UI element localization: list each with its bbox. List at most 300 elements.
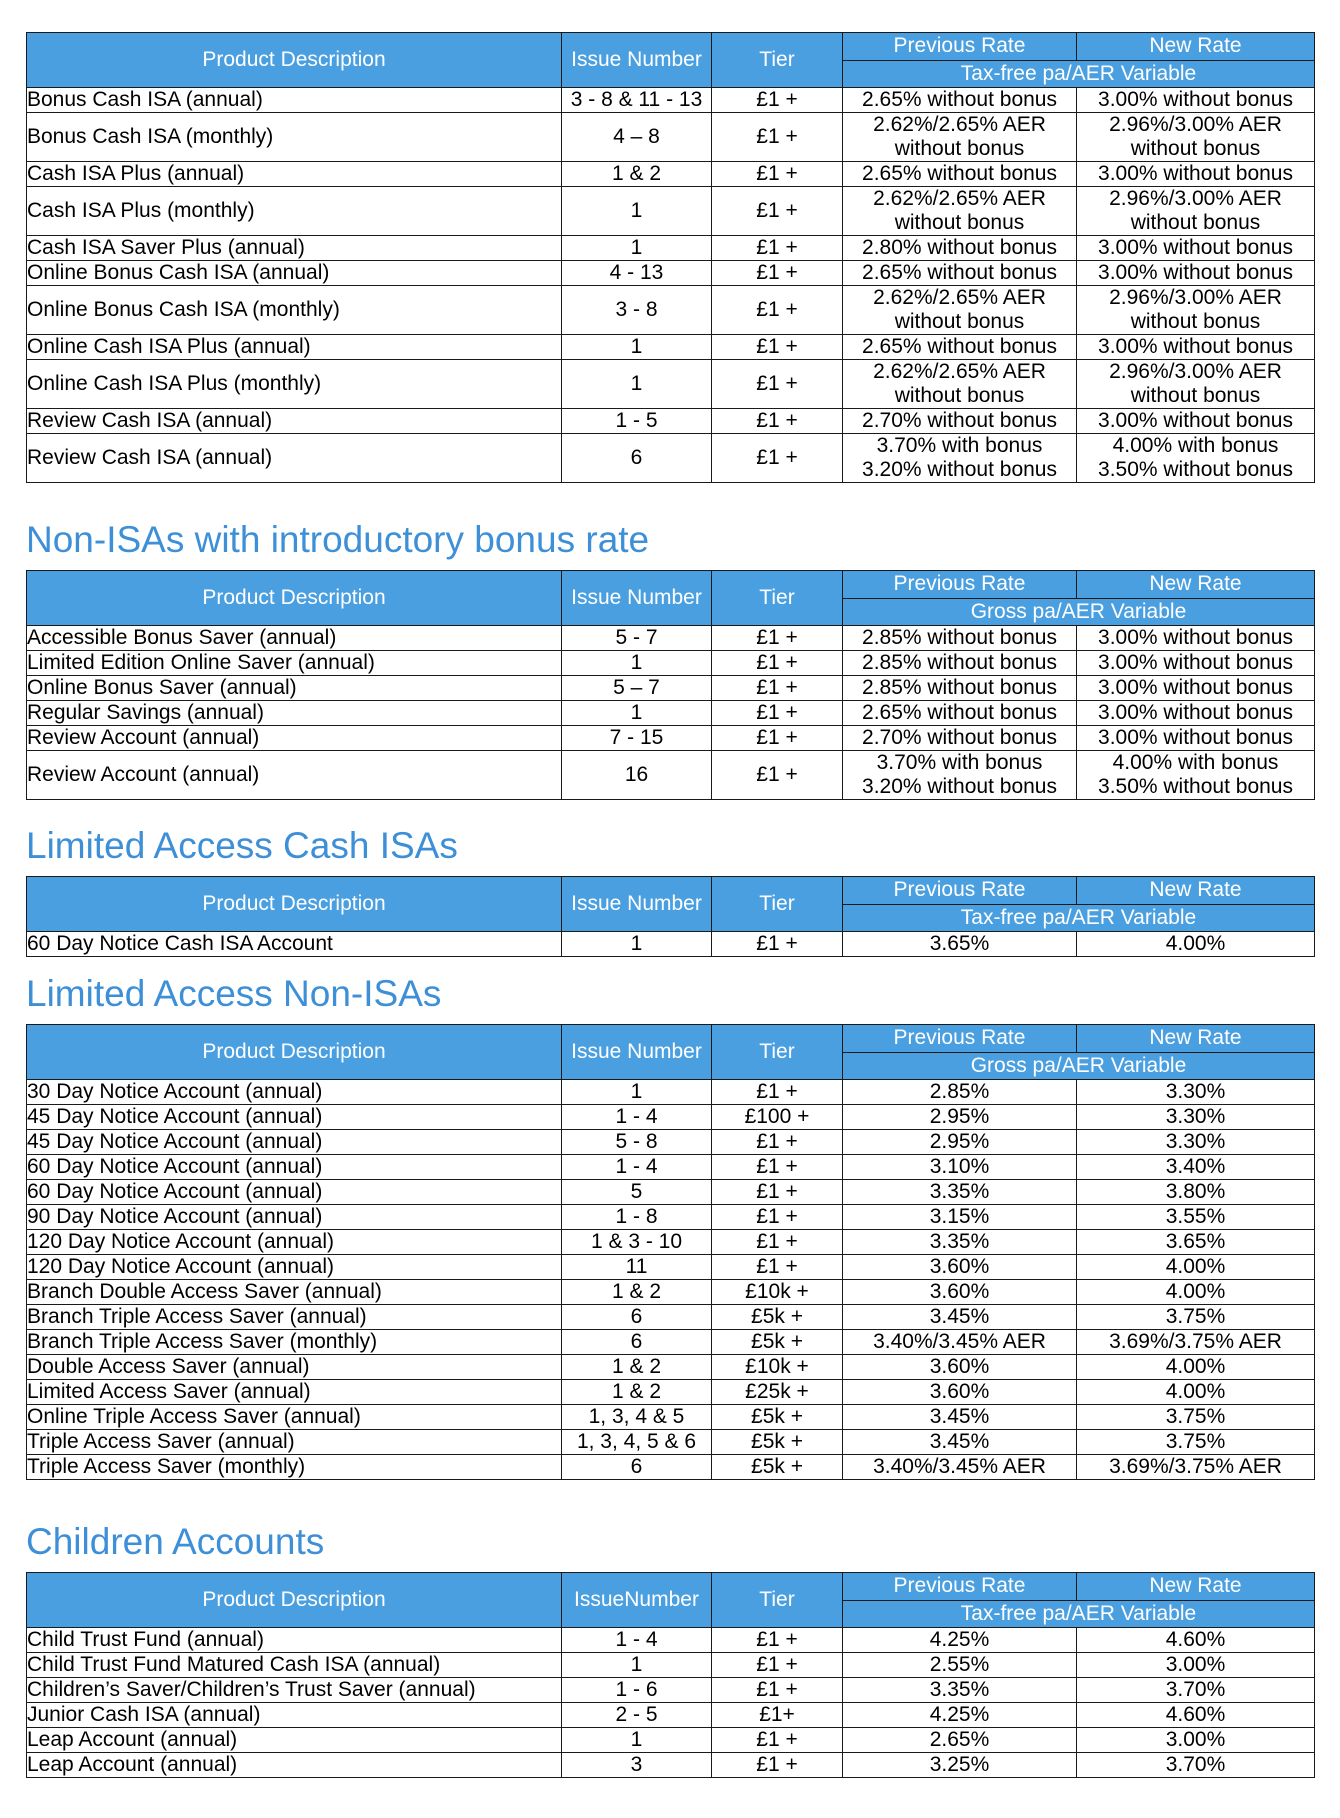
table-row <box>27 1628 1315 1653</box>
previous-rate-cell <box>843 626 1077 651</box>
previous-rate-cell <box>843 1355 1077 1380</box>
table-row <box>27 1255 1315 1280</box>
new-rate-line: 3.75% <box>1165 1305 1226 1328</box>
product-description-cell: Branch Triple Access Saver (annual) <box>27 1305 562 1330</box>
product-description-cell: 120 Day Notice Account (annual) <box>27 1255 562 1280</box>
new-rate-cell <box>1077 1753 1315 1778</box>
new-rate-cell <box>1077 1280 1315 1305</box>
table-header <box>27 1025 1315 1080</box>
header-new-rate: New Rate <box>1077 877 1315 905</box>
product-description-cell: 60 Day Notice Cash ISA Account <box>27 932 562 957</box>
new-rate-cell <box>1077 1430 1315 1455</box>
issue-number-cell: 1 & 2 <box>562 1280 712 1305</box>
tier-cell: £5k + <box>712 1305 843 1330</box>
table-row <box>27 1753 1315 1778</box>
issue-number-cell: 1, 3, 4, 5 & 6 <box>562 1430 712 1455</box>
issue-number-cell: 1 <box>562 1080 712 1105</box>
previous-rate-line: 2.55% <box>929 1653 990 1676</box>
table-row <box>27 162 1315 187</box>
previous-rate-cell <box>843 1230 1077 1255</box>
previous-rate-line: 2.65% without bonus <box>862 162 1057 185</box>
tier-cell: £5k + <box>712 1430 843 1455</box>
issue-number-cell: 1, 3, 4 & 5 <box>562 1405 712 1430</box>
issue-number-cell: 1 & 2 <box>562 1380 712 1405</box>
new-rate-cell <box>1077 1728 1315 1753</box>
previous-rate-line: 2.62%/2.65% AER <box>873 360 1046 383</box>
table-row <box>27 1703 1315 1728</box>
product-description-cell: Double Access Saver (annual) <box>27 1355 562 1380</box>
new-rate-cell <box>1077 88 1315 113</box>
tier-cell: £10k + <box>712 1355 843 1380</box>
previous-rate-cell <box>843 1155 1077 1180</box>
table-row <box>27 434 1315 483</box>
new-rate-line: without bonus <box>1130 137 1261 160</box>
tier-cell: £1 + <box>712 626 843 651</box>
product-description-cell: Triple Access Saver (monthly) <box>27 1455 562 1480</box>
issue-number-cell: 6 <box>562 434 712 483</box>
tier-cell: £5k + <box>712 1455 843 1480</box>
new-rate-cell <box>1077 1703 1315 1728</box>
product-description-cell: Child Trust Fund Matured Cash ISA (annual) <box>27 1653 562 1678</box>
previous-rate-cell <box>843 162 1077 187</box>
product-description-cell: 60 Day Notice Account (annual) <box>27 1155 562 1180</box>
issue-number-cell: 1 - 4 <box>562 1628 712 1653</box>
previous-rate-cell <box>843 1305 1077 1330</box>
header-issue-number: Issue Number <box>562 877 712 932</box>
table-row <box>27 187 1315 236</box>
table-row <box>27 1155 1315 1180</box>
previous-rate-cell <box>843 1105 1077 1130</box>
tier-cell: £5k + <box>712 1330 843 1355</box>
issue-number-cell: 1 & 2 <box>562 1355 712 1380</box>
previous-rate-cell <box>843 335 1077 360</box>
table-row <box>27 626 1315 651</box>
new-rate-line: 3.00% without bonus <box>1098 261 1293 284</box>
new-rate-cell <box>1077 726 1315 751</box>
previous-rate-line: 3.70% with bonus <box>876 751 1043 774</box>
new-rate-line: 3.69%/3.75% AER <box>1109 1330 1282 1353</box>
previous-rate-cell <box>843 751 1077 800</box>
previous-rate-cell <box>843 1703 1077 1728</box>
table-header <box>27 877 1315 932</box>
new-rate-cell <box>1077 751 1315 800</box>
header-rate-basis: Gross pa/AER Variable <box>843 598 1315 626</box>
tier-cell: £1 + <box>712 701 843 726</box>
table-row <box>27 360 1315 409</box>
header-tier: Tier <box>712 877 843 932</box>
tier-cell: £1 + <box>712 434 843 483</box>
table-row <box>27 88 1315 113</box>
new-rate-line: 3.00% without bonus <box>1098 236 1293 259</box>
new-rate-cell <box>1077 1405 1315 1430</box>
header-tier: Tier <box>712 571 843 626</box>
issue-number-cell: 1 <box>562 187 712 236</box>
issue-number-cell: 5 – 7 <box>562 676 712 701</box>
previous-rate-cell <box>843 932 1077 957</box>
issue-number-cell: 4 – 8 <box>562 113 712 162</box>
previous-rate-line: 2.85% without bonus <box>862 651 1057 674</box>
new-rate-line: 4.60% <box>1165 1703 1226 1726</box>
product-description-cell: Junior Cash ISA (annual) <box>27 1703 562 1728</box>
new-rate-cell <box>1077 1653 1315 1678</box>
previous-rate-cell <box>843 701 1077 726</box>
new-rate-cell <box>1077 1205 1315 1230</box>
new-rate-line: 2.96%/3.00% AER <box>1109 360 1282 383</box>
previous-rate-cell <box>843 360 1077 409</box>
new-rate-cell <box>1077 162 1315 187</box>
new-rate-line: 3.00% without bonus <box>1098 726 1293 749</box>
previous-rate-cell <box>843 409 1077 434</box>
new-rate-line: 3.70% <box>1165 1678 1226 1701</box>
table-row <box>27 651 1315 676</box>
tier-cell: £1 + <box>712 1180 843 1205</box>
issue-number-cell: 1 & 2 <box>562 162 712 187</box>
new-rate-line: 3.00% without bonus <box>1098 626 1293 649</box>
new-rate-cell <box>1077 1305 1315 1330</box>
previous-rate-line: 3.60% <box>929 1380 990 1403</box>
new-rate-cell <box>1077 626 1315 651</box>
rates-table <box>26 1024 1315 1480</box>
previous-rate-cell <box>843 261 1077 286</box>
previous-rate-line: 3.60% <box>929 1280 990 1303</box>
new-rate-line: 2.96%/3.00% AER <box>1109 187 1282 210</box>
previous-rate-line: 3.35% <box>929 1678 990 1701</box>
previous-rate-line: 2.85% <box>929 1080 990 1103</box>
tier-cell: £1 + <box>712 409 843 434</box>
new-rate-cell <box>1077 1628 1315 1653</box>
new-rate-line: 3.30% <box>1165 1105 1226 1128</box>
new-rate-cell <box>1077 676 1315 701</box>
previous-rate-cell <box>843 286 1077 335</box>
new-rate-cell <box>1077 1180 1315 1205</box>
tier-cell: £1 + <box>712 1728 843 1753</box>
previous-rate-cell <box>843 113 1077 162</box>
header-product-description: Product Description <box>27 877 562 932</box>
table-row <box>27 726 1315 751</box>
section-title: Limited Access Cash ISAs <box>26 825 458 866</box>
new-rate-line: 4.00% <box>1165 1355 1226 1378</box>
new-rate-line: 3.40% <box>1165 1155 1226 1178</box>
product-description-cell: Child Trust Fund (annual) <box>27 1628 562 1653</box>
new-rate-line: without bonus <box>1130 310 1261 333</box>
product-description-cell: Online Bonus Cash ISA (monthly) <box>27 286 562 335</box>
tier-cell: £1 + <box>712 1080 843 1105</box>
issue-number-cell: 1 - 6 <box>562 1678 712 1703</box>
previous-rate-line: 2.62%/2.65% AER <box>873 286 1046 309</box>
previous-rate-cell <box>843 434 1077 483</box>
tier-cell: £1 + <box>712 651 843 676</box>
previous-rate-line: 2.95% <box>929 1130 990 1153</box>
previous-rate-cell <box>843 1255 1077 1280</box>
header-product-description: Product Description <box>27 33 562 88</box>
product-description-cell: Leap Account (annual) <box>27 1728 562 1753</box>
header-tier: Tier <box>712 1025 843 1080</box>
table-row <box>27 1380 1315 1405</box>
new-rate-line: 3.30% <box>1165 1130 1226 1153</box>
previous-rate-line: 3.45% <box>929 1405 990 1428</box>
product-description-cell: 120 Day Notice Account (annual) <box>27 1230 562 1255</box>
new-rate-cell <box>1077 236 1315 261</box>
product-description-cell: 45 Day Notice Account (annual) <box>27 1130 562 1155</box>
product-description-cell: Accessible Bonus Saver (annual) <box>27 626 562 651</box>
table-row <box>27 1430 1315 1455</box>
previous-rate-cell <box>843 1380 1077 1405</box>
product-description-cell: Online Triple Access Saver (annual) <box>27 1405 562 1430</box>
previous-rate-cell <box>843 187 1077 236</box>
table-row <box>27 1130 1315 1155</box>
header-rate-basis: Gross pa/AER Variable <box>843 1052 1315 1080</box>
previous-rate-line: 3.70% with bonus <box>876 434 1043 457</box>
previous-rate-line: 3.40%/3.45% AER <box>873 1330 1046 1353</box>
tier-cell: £1+ <box>712 1703 843 1728</box>
previous-rate-line: 3.20% without bonus <box>862 458 1057 481</box>
issue-number-cell: 6 <box>562 1455 712 1480</box>
header-issue-number: Issue Number <box>562 1025 712 1080</box>
table-header <box>27 1573 1315 1628</box>
previous-rate-cell <box>843 1753 1077 1778</box>
new-rate-line: 4.00% <box>1165 1280 1226 1303</box>
product-description-cell: Review Account (annual) <box>27 726 562 751</box>
table-row <box>27 1230 1315 1255</box>
new-rate-line: 4.00% <box>1165 932 1226 955</box>
tier-cell: £1 + <box>712 1678 843 1703</box>
header-new-rate: New Rate <box>1077 1025 1315 1053</box>
tier-cell: £1 + <box>712 1155 843 1180</box>
new-rate-line: 3.00% without bonus <box>1098 335 1293 358</box>
product-description-cell: Limited Access Saver (annual) <box>27 1380 562 1405</box>
product-description-cell: Bonus Cash ISA (monthly) <box>27 113 562 162</box>
previous-rate-line: 2.65% without bonus <box>862 701 1057 724</box>
previous-rate-line: 2.65% without bonus <box>862 88 1057 111</box>
previous-rate-cell <box>843 651 1077 676</box>
previous-rate-line: 3.65% <box>929 932 990 955</box>
previous-rate-line: 2.85% without bonus <box>862 676 1057 699</box>
new-rate-line: 3.00% without bonus <box>1098 162 1293 185</box>
table-row <box>27 1330 1315 1355</box>
new-rate-line: 3.00% <box>1165 1728 1226 1751</box>
previous-rate-cell <box>843 1080 1077 1105</box>
tier-cell: £1 + <box>712 335 843 360</box>
product-description-cell: Review Cash ISA (annual) <box>27 409 562 434</box>
tier-cell: £100 + <box>712 1105 843 1130</box>
table-header <box>27 571 1315 626</box>
previous-rate-line: 2.62%/2.65% AER <box>873 187 1046 210</box>
previous-rate-line: 2.65% <box>929 1728 990 1751</box>
issue-number-cell: 5 <box>562 1180 712 1205</box>
header-tier: Tier <box>712 1573 843 1628</box>
header-rate-basis: Tax-free pa/AER Variable <box>843 60 1315 88</box>
previous-rate-line: without bonus <box>894 137 1025 160</box>
new-rate-cell <box>1077 113 1315 162</box>
product-description-cell: Online Bonus Cash ISA (annual) <box>27 261 562 286</box>
previous-rate-line: 3.40%/3.45% AER <box>873 1455 1046 1478</box>
table-row <box>27 676 1315 701</box>
table-row <box>27 1105 1315 1130</box>
header-previous-rate: Previous Rate <box>843 1573 1077 1601</box>
issue-number-cell: 3 - 8 & 11 - 13 <box>562 88 712 113</box>
new-rate-cell <box>1077 261 1315 286</box>
new-rate-cell <box>1077 651 1315 676</box>
issue-number-cell: 1 <box>562 335 712 360</box>
tier-cell: £1 + <box>712 1753 843 1778</box>
product-description-cell: Regular Savings (annual) <box>27 701 562 726</box>
new-rate-line: 3.75% <box>1165 1405 1226 1428</box>
previous-rate-cell <box>843 726 1077 751</box>
new-rate-cell <box>1077 1105 1315 1130</box>
previous-rate-cell <box>843 1430 1077 1455</box>
product-description-cell: Branch Triple Access Saver (monthly) <box>27 1330 562 1355</box>
table-header <box>27 33 1315 88</box>
new-rate-cell <box>1077 187 1315 236</box>
new-rate-line: 3.69%/3.75% AER <box>1109 1455 1282 1478</box>
header-previous-rate: Previous Rate <box>843 571 1077 599</box>
product-description-cell: Review Account (annual) <box>27 751 562 800</box>
product-description-cell: Online Cash ISA Plus (annual) <box>27 335 562 360</box>
issue-number-cell: 1 <box>562 651 712 676</box>
previous-rate-cell <box>843 1180 1077 1205</box>
rates-table <box>26 32 1315 483</box>
new-rate-line: 3.65% <box>1165 1230 1226 1253</box>
previous-rate-line: 3.20% without bonus <box>862 775 1057 798</box>
previous-rate-cell <box>843 1405 1077 1430</box>
new-rate-cell <box>1077 1355 1315 1380</box>
rates-table <box>26 570 1315 800</box>
tier-cell: £1 + <box>712 1230 843 1255</box>
previous-rate-cell <box>843 236 1077 261</box>
header-issue-number: Issue Number <box>562 33 712 88</box>
product-description-cell: 45 Day Notice Account (annual) <box>27 1105 562 1130</box>
header-issue-number-line: Issue <box>574 1588 625 1611</box>
product-description-cell: Branch Double Access Saver (annual) <box>27 1280 562 1305</box>
previous-rate-cell <box>843 1455 1077 1480</box>
issue-number-cell: 1 & 3 - 10 <box>562 1230 712 1255</box>
product-description-cell: Review Cash ISA (annual) <box>27 434 562 483</box>
issue-number-cell: 3 <box>562 1753 712 1778</box>
new-rate-line: 4.60% <box>1165 1628 1226 1651</box>
issue-number-cell: 1 - 5 <box>562 409 712 434</box>
new-rate-line: 3.30% <box>1165 1080 1226 1103</box>
header-issue-number <box>562 1573 712 1628</box>
product-description-cell: Triple Access Saver (annual) <box>27 1430 562 1455</box>
issue-number-cell: 1 <box>562 360 712 409</box>
new-rate-line: 4.00% with bonus <box>1112 434 1279 457</box>
product-description-cell: Online Cash ISA Plus (monthly) <box>27 360 562 409</box>
issue-number-cell: 1 <box>562 236 712 261</box>
tier-cell: £1 + <box>712 751 843 800</box>
new-rate-line: 4.00% with bonus <box>1112 751 1279 774</box>
header-product-description: Product Description <box>27 571 562 626</box>
new-rate-line: 3.00% without bonus <box>1098 409 1293 432</box>
product-description-cell: Bonus Cash ISA (annual) <box>27 88 562 113</box>
tier-cell: £1 + <box>712 726 843 751</box>
header-new-rate: New Rate <box>1077 571 1315 599</box>
previous-rate-line: 4.25% <box>929 1703 990 1726</box>
section-title: Limited Access Non-ISAs <box>26 973 442 1014</box>
new-rate-cell <box>1077 409 1315 434</box>
issue-number-cell: 1 <box>562 701 712 726</box>
header-issue-number-line: Number <box>624 1588 699 1611</box>
tier-cell: £1 + <box>712 187 843 236</box>
tier-cell: £10k + <box>712 1280 843 1305</box>
previous-rate-cell <box>843 1205 1077 1230</box>
table-row <box>27 261 1315 286</box>
tier-cell: £1 + <box>712 162 843 187</box>
header-issue-number: Issue Number <box>562 571 712 626</box>
previous-rate-cell <box>843 1653 1077 1678</box>
product-description-cell: Limited Edition Online Saver (annual) <box>27 651 562 676</box>
new-rate-line: 3.55% <box>1165 1205 1226 1228</box>
previous-rate-line: 2.95% <box>929 1105 990 1128</box>
issue-number-cell: 3 - 8 <box>562 286 712 335</box>
previous-rate-line: 3.15% <box>929 1205 990 1228</box>
tier-cell: £1 + <box>712 1255 843 1280</box>
table-row <box>27 1678 1315 1703</box>
new-rate-line: 3.75% <box>1165 1430 1226 1453</box>
header-rate-basis: Tax-free pa/AER Variable <box>843 1600 1315 1628</box>
table-row <box>27 701 1315 726</box>
previous-rate-line: 2.62%/2.65% AER <box>873 113 1046 136</box>
table-row <box>27 1180 1315 1205</box>
previous-rate-line: 2.70% without bonus <box>862 726 1057 749</box>
issue-number-cell: 1 - 4 <box>562 1105 712 1130</box>
previous-rate-line: 2.85% without bonus <box>862 626 1057 649</box>
previous-rate-line: 3.60% <box>929 1355 990 1378</box>
table-row <box>27 335 1315 360</box>
issue-number-cell: 7 - 15 <box>562 726 712 751</box>
issue-number-cell: 5 - 8 <box>562 1130 712 1155</box>
header-new-rate: New Rate <box>1077 33 1315 61</box>
previous-rate-cell <box>843 1130 1077 1155</box>
previous-rate-line: 2.65% without bonus <box>862 261 1057 284</box>
rates-table <box>26 1572 1315 1778</box>
new-rate-cell <box>1077 932 1315 957</box>
new-rate-line: 3.00% without bonus <box>1098 88 1293 111</box>
table-row <box>27 751 1315 800</box>
header-rate-basis: Tax-free pa/AER Variable <box>843 904 1315 932</box>
table-row <box>27 409 1315 434</box>
new-rate-cell <box>1077 1155 1315 1180</box>
issue-number-cell: 6 <box>562 1330 712 1355</box>
previous-rate-line: 2.65% without bonus <box>862 335 1057 358</box>
product-description-cell: Children’s Saver/Children’s Trust Saver (annual) <box>27 1678 562 1703</box>
tier-cell: £1 + <box>712 1653 843 1678</box>
product-description-cell: 30 Day Notice Account (annual) <box>27 1080 562 1105</box>
new-rate-cell <box>1077 335 1315 360</box>
table-row <box>27 1205 1315 1230</box>
new-rate-line: 2.96%/3.00% AER <box>1109 286 1282 309</box>
issue-number-cell: 2 - 5 <box>562 1703 712 1728</box>
rates-table <box>26 876 1315 957</box>
new-rate-line: 3.80% <box>1165 1180 1226 1203</box>
new-rate-cell <box>1077 1330 1315 1355</box>
header-product-description: Product Description <box>27 1025 562 1080</box>
previous-rate-cell <box>843 88 1077 113</box>
previous-rate-line: without bonus <box>894 310 1025 333</box>
new-rate-cell <box>1077 1678 1315 1703</box>
previous-rate-line: 3.10% <box>929 1155 990 1178</box>
issue-number-cell: 4 - 13 <box>562 261 712 286</box>
tier-cell: £1 + <box>712 113 843 162</box>
new-rate-line: 3.70% <box>1165 1753 1226 1776</box>
new-rate-cell <box>1077 1455 1315 1480</box>
previous-rate-line: 3.35% <box>929 1230 990 1253</box>
new-rate-cell <box>1077 286 1315 335</box>
previous-rate-cell <box>843 1330 1077 1355</box>
previous-rate-line: 3.35% <box>929 1180 990 1203</box>
tier-cell: £25k + <box>712 1380 843 1405</box>
product-description-cell: Online Bonus Saver (annual) <box>27 676 562 701</box>
table-row <box>27 286 1315 335</box>
